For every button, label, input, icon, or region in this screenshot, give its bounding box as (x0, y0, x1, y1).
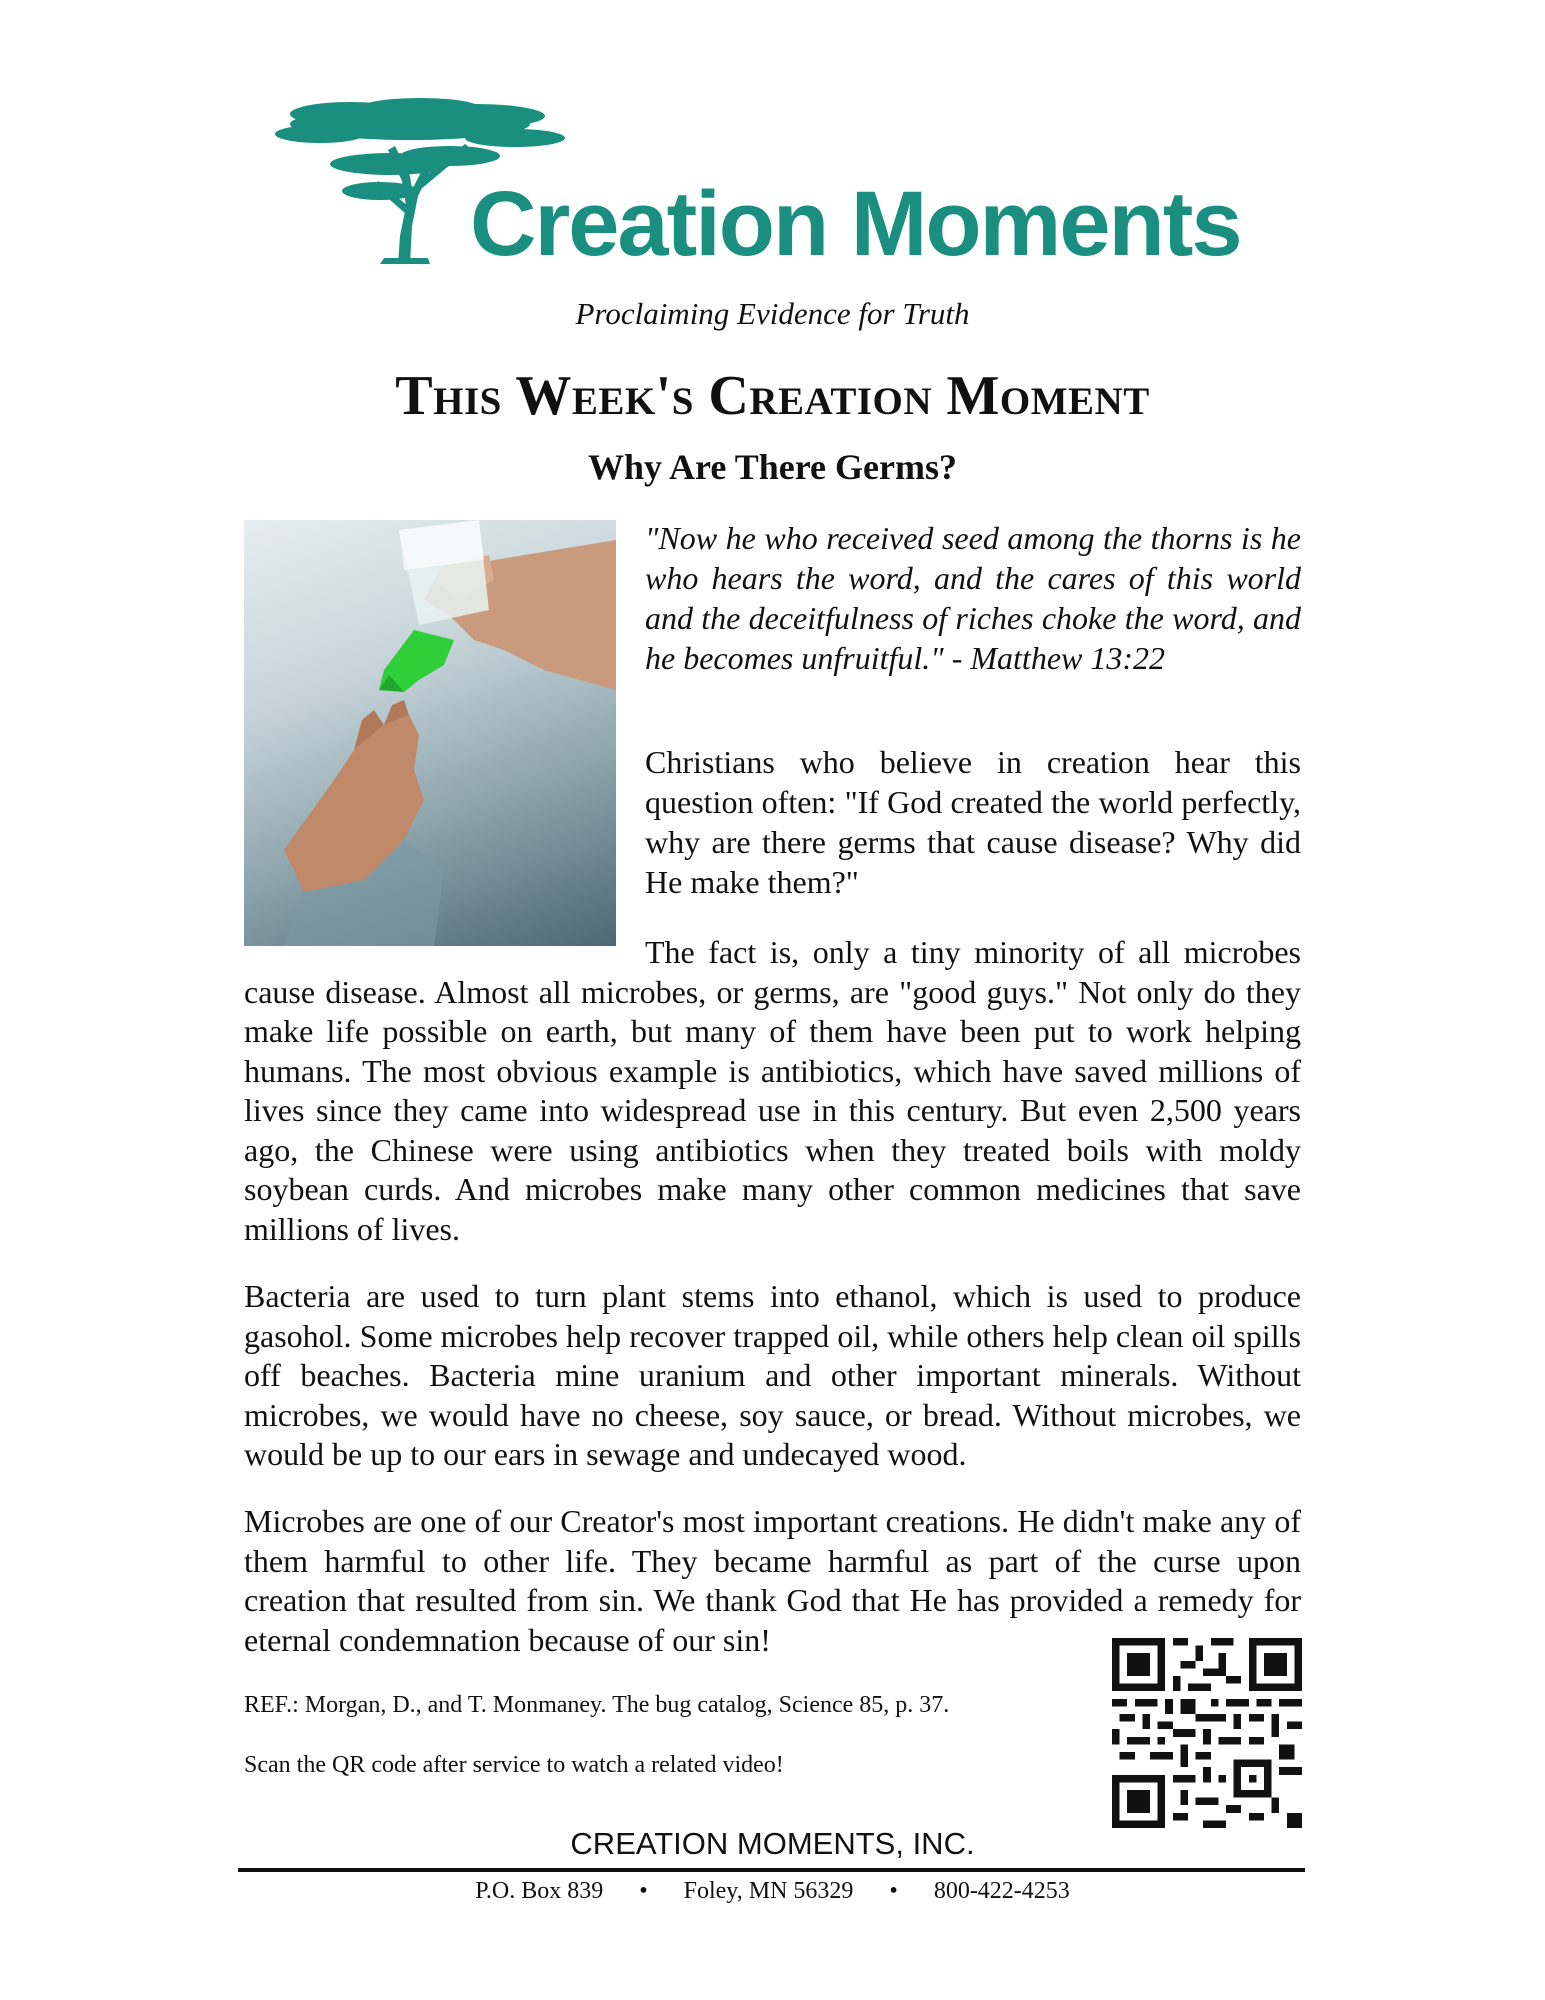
logo-wordmark: Creation Moments (470, 173, 1241, 275)
article-paragraph: Bacteria are used to turn plant stems into ethanol, which is used to produce gasohol. Some microbes help recover trapped oil, while others help clean oil spills off beaches. Bacteria mine uranium and other important minerals. Without microbes, we would have no cheese, soy sauce, or bread. Without microbes, we would be up to our ears in sewage and undecayed wood. (244, 1278, 1301, 1472)
article-paragraph (244, 933, 1301, 1249)
article-paragraph: Christians who believe in creation hear this question often: "If God created the world perfectly, why are there germs that cause disease? Why did He make them?" (645, 744, 1301, 900)
phone-number[interactable]: 800-422-4253 (933, 1878, 1070, 1904)
scan-instruction: Scan the QR code after service to watch a related video! (244, 1752, 784, 1778)
creation-moments-logo (260, 86, 1280, 275)
reference-note: REF.: Morgan, D., and T. Monmaney. The bug catalog, Science 85, p. 37. (244, 1692, 950, 1718)
article-title: Why Are There Germs? (588, 447, 957, 487)
tagline: Proclaiming Evidence for Truth (575, 296, 970, 331)
page-title: This Week's Creation Moment (395, 365, 1150, 427)
hand-sanitizer-photo (244, 520, 616, 946)
bullet-separator: • (639, 1878, 648, 1904)
scripture-verse: "Now he who received seed among the thorns is he who hears the word, and the cares of this world and the deceitfulness of riches choke the word, and he becomes unfruitful." - Matthew 13:22 (645, 520, 1301, 676)
article-paragraph: Microbes are one of our Creator's most important creations. He didn't make any of them harmful to other life. They became harmful as part of the curse upon creation that resulted from sin. We thank God that He has provided a remedy for eternal condemnation because of our sin! (244, 1503, 1301, 1658)
contact-info (0, 1878, 1545, 1905)
paragraph-text: The fact is, only a tiny minority of all microbes cause disease. Almost all microbes, or germs, are "good guys." Not only do they make life possible on earth, but many of them have been put to work helping humans. The most obvious example is antibiotics, which have saved millions of lives since they came into widespread use in this century. But even 2,500 years ago, the Chinese were using antibiotics when they treated boils with moldy soybean curds. And microbes make many other common medicines that save millions of lives. (244, 934, 1301, 1247)
footer-divider (238, 1868, 1305, 1872)
company-name: CREATION MOMENTS, INC. (570, 1826, 975, 1861)
city-address: Foley, MN 56329 (683, 1878, 854, 1904)
bullet-separator: • (889, 1878, 898, 1904)
qr-code-icon[interactable] (1112, 1638, 1302, 1828)
po-box: P.O. Box 839 (475, 1878, 604, 1904)
